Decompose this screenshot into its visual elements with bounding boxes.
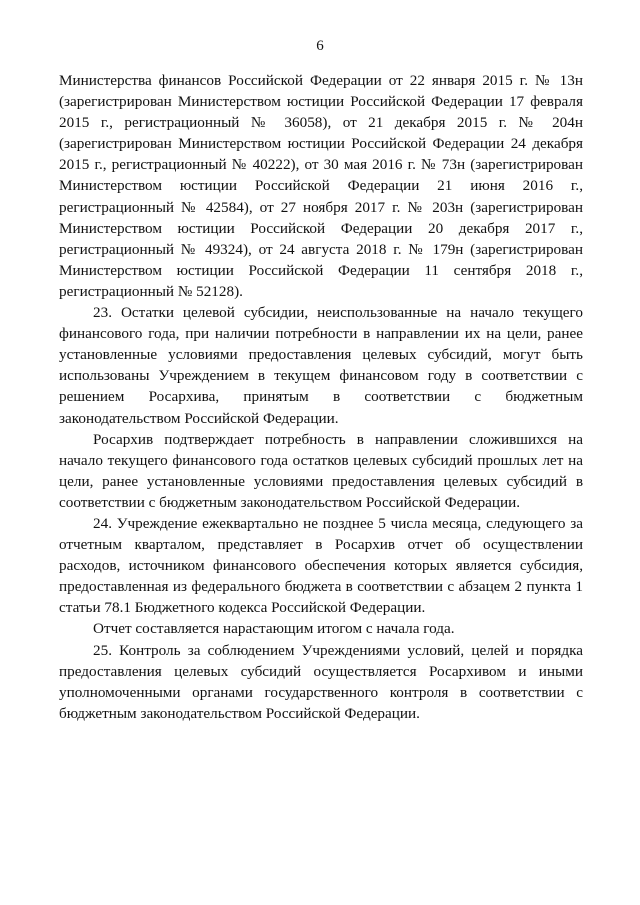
document-body bbox=[59, 70, 583, 724]
paragraph-item-25: 25. Контроль за соблюдением Учреждениями условий, целей и порядка предоставления целевых субсидий осуществляется Росархивом и иными уполномоченными органами государственного контроля в соответствии с бюджетным законодательством Российской Федерации. bbox=[59, 641, 583, 722]
paragraph-item-24: 24. Учреждение ежеквартально не позднее 5 числа месяца, следующего за отчетным кварталом, представляет в Росархив отчет об осуществлении расходов, источником финансового обеспечения которых является субсидия, предоставленная из федерального бюджета в соответствии с абзацем 2 пункта 1 статьи 78.1 Бюджетного кодекса Российской Федерации. bbox=[59, 514, 583, 617]
paragraph-rosarkhiv-confirmation: Росархив подтверждает потребность в направлении сложившихся на начало текущего финансового года остатков целевых субсидий прошлых лет на цели, ранее установленные условиями предоставления целевых субсидий в соответствии с бюджетным законодательством Российской Федерации. bbox=[59, 430, 583, 511]
paragraph-report-cumulative: Отчет составляется нарастающим итогом с начала года. bbox=[93, 620, 455, 638]
page-number: 6 bbox=[316, 38, 324, 54]
paragraph-continuation: Министерства финансов Российской Федерации от 22 января 2015 г. № 13н (зарегистрирован Министерством юстиции Российской Федерации 17 февраля 2015 г., регистрационный № 36058), от 21 декабря 2015 г. № 204н (зарегистрирован Министерством юстиции Российской Федерации 24 декабря 2015 г., регистрационный № 40222), от 30 мая 2016 г. № 73н (зарегистрирован Министерством юстиции Российской Федерации 21 июня 2016 г., регистрационный № 42584), от 27 ноября 2017 г. № 203н (зарегистрирован Министерством юстиции Российской Федерации 20 декабря 2017 г., регистрационный № 49324), от 24 августа 2018 г. № 179н (зарегистрирован Министерством юстиции Российской Федерации 11 сентября 2018 г., регистрационный № 52128). bbox=[59, 72, 583, 300]
paragraph-item-23: 23. Остатки целевой субсидии, неиспользованные на начало текущего финансового года, при наличии потребности в направлении их на цели, ранее установленные условиями предоставления целевых субсидий, могут быть использованы Учреждением в текущем финансовом году в соответствии с решением Росархива, принятым в соответствии с бюджетным законодательством Российской Федерации. bbox=[59, 304, 583, 427]
